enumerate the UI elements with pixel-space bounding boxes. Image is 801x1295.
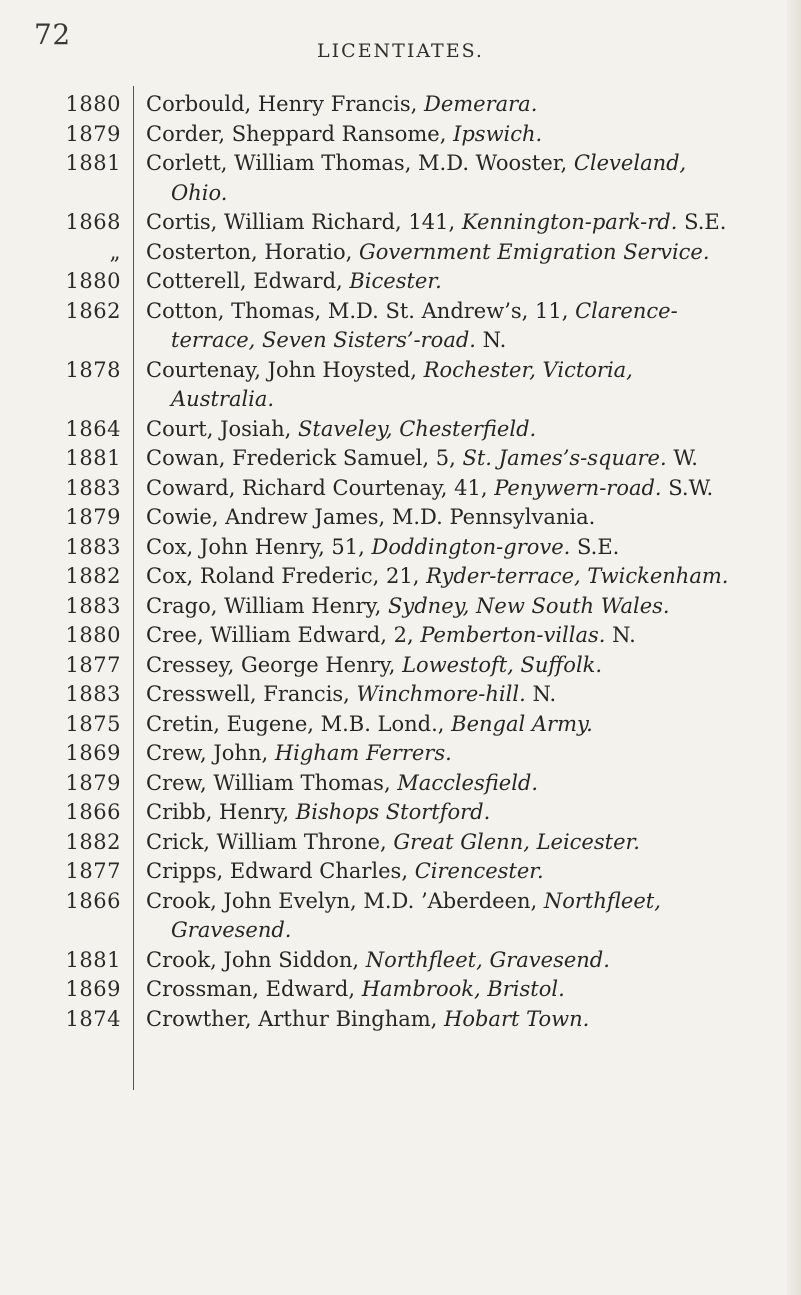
entry-name-text: Cripps, Edward Charles, — [146, 859, 415, 883]
entry-address-italic: Sydney, New South Wales. — [387, 593, 670, 618]
entry-name-text: S.E. — [570, 534, 620, 559]
entry-year: 1880 — [65, 623, 121, 647]
entry-row — [0, 503, 801, 533]
entry-text — [146, 356, 776, 415]
entry-line — [146, 533, 776, 563]
entry-year: 1882 — [65, 564, 121, 588]
entry-address-italic: Lowestoft, Suffolk. — [402, 652, 603, 677]
entry-address-italic: Hobart Town. — [444, 1006, 590, 1031]
entry-row — [0, 297, 801, 356]
entry-line — [146, 739, 776, 769]
entry-text — [146, 120, 776, 150]
entry-row — [0, 120, 801, 150]
entry-row — [0, 444, 801, 474]
entry-address-italic: Kennington-park-rd. — [461, 210, 678, 234]
entry-row — [0, 1005, 801, 1035]
entry-name-text: Crew, John, — [146, 741, 275, 765]
entry-row — [0, 356, 801, 415]
entry-year: 1868 — [65, 210, 121, 234]
entry-year: 1877 — [65, 859, 121, 883]
entry-text — [146, 90, 776, 120]
entry-row — [0, 975, 801, 1005]
entry-year: 1879 — [65, 121, 121, 146]
entry-row — [0, 769, 801, 799]
entry-address-italic: Bengal Army. — [451, 711, 593, 736]
entry-name-text: Corbould, Henry Francis, — [146, 92, 424, 116]
entry-year: 1878 — [65, 357, 121, 382]
entry-row — [0, 710, 801, 740]
entry-name-text: Crew, William Thomas, — [146, 770, 398, 795]
entry-line — [146, 562, 776, 592]
entry-name-text: Cretin, Eugene, M.B. Lond., — [146, 711, 452, 736]
entry-row — [0, 415, 801, 445]
entry-address-italic: St. James’s-square. — [462, 446, 667, 470]
entry-name-text: Crook, John Siddon, — [146, 947, 366, 972]
entry-text — [146, 238, 776, 268]
entry-row — [0, 562, 801, 592]
entry-year: 1883 — [65, 534, 121, 559]
entry-line — [146, 356, 776, 386]
entry-text — [146, 828, 776, 858]
entry-address-italic: Ipswich. — [453, 121, 543, 146]
entries-list — [0, 90, 801, 1034]
entry-text — [146, 621, 776, 651]
entry-line — [146, 710, 776, 740]
entry-text — [146, 651, 776, 681]
entry-text — [146, 857, 776, 887]
entry-name-text: Cribb, Henry, — [146, 800, 296, 824]
entry-continuation-line — [146, 916, 776, 946]
entry-address-italic: Cleveland, — [573, 151, 687, 175]
entry-name-text: Cotton, Thomas, M.D. St. Andrew’s, 11, — [146, 298, 576, 323]
entry-text — [146, 415, 776, 445]
entry-text — [146, 533, 776, 563]
entry-row — [0, 680, 801, 710]
entry-year: 1869 — [65, 741, 121, 765]
entry-text — [146, 887, 776, 946]
entry-address-italic: Penywern-road. — [494, 475, 662, 500]
entry-row — [0, 946, 801, 976]
entry-name-text: Cotterell, Edward, — [146, 269, 350, 293]
entry-text — [146, 739, 776, 769]
entry-row — [0, 857, 801, 887]
entry-row — [0, 474, 801, 504]
entry-row — [0, 238, 801, 268]
entry-name-text: Coward, Richard Courtenay, 41, — [146, 475, 495, 500]
entry-text — [146, 946, 776, 976]
entry-year: 1881 — [65, 151, 121, 175]
entry-address-italic: Hambrook, Bristol. — [361, 977, 565, 1001]
entry-year: 1874 — [65, 1006, 121, 1031]
entry-text — [146, 592, 776, 622]
entry-address-italic: Bishops Stortford. — [295, 800, 491, 824]
entry-name-text: Crook, John Evelyn, M.D. ’Aberdeen, — [146, 888, 544, 913]
entry-year: 1882 — [65, 829, 121, 854]
entry-row — [0, 651, 801, 681]
entry-address-italic: Ohio. — [171, 180, 228, 205]
entry-address-italic: Higham Ferrers. — [274, 741, 452, 765]
entry-address-italic: Rochester, Victoria, — [423, 357, 633, 382]
entry-row — [0, 828, 801, 858]
entry-address-italic: Cirencester. — [414, 859, 544, 883]
entry-row — [0, 149, 801, 208]
entry-line — [146, 208, 776, 238]
running-head: LICENTIATES. — [317, 40, 484, 62]
entry-year: „ — [109, 239, 121, 264]
entry-line — [146, 887, 776, 917]
entry-year: 1862 — [65, 298, 121, 323]
entry-row — [0, 208, 801, 238]
entry-line — [146, 1005, 776, 1035]
entry-row — [0, 533, 801, 563]
entry-name-text: N. — [525, 682, 557, 706]
entry-line — [146, 769, 776, 799]
entry-row — [0, 887, 801, 946]
entry-name-text: Cree, William Edward, 2, — [146, 623, 421, 647]
entry-year: 1864 — [65, 416, 121, 441]
entry-address-italic: Gravesend. — [171, 918, 292, 942]
entry-name-text: Courtenay, John Hoysted, — [146, 357, 424, 382]
entry-year: 1869 — [65, 977, 121, 1001]
entry-address-italic: Australia. — [171, 387, 275, 411]
entry-year: 1879 — [65, 505, 121, 529]
entry-line — [146, 503, 776, 533]
entry-name-text: Cressey, George Henry, — [146, 652, 403, 677]
entry-address-italic: Macclesfield. — [397, 770, 539, 795]
entry-line — [146, 297, 776, 327]
entry-row — [0, 592, 801, 622]
entry-name-text: Crago, William Henry, — [146, 593, 388, 618]
entry-line — [146, 651, 776, 681]
entry-name-text: Costerton, Horatio, — [146, 239, 360, 264]
entry-address-italic: Great Glenn, Leicester. — [393, 829, 640, 854]
entry-address-italic: Northfleet, — [543, 888, 661, 913]
entry-year: 1881 — [65, 947, 121, 972]
entry-line — [146, 621, 776, 651]
entry-name-text: Cresswell, Francis, — [146, 682, 357, 706]
entry-year: 1880 — [65, 269, 121, 293]
entry-address-italic: Bicester. — [349, 269, 442, 293]
entry-name-text: Cox, Roland Frederic, 21, — [146, 564, 427, 588]
entry-text — [146, 208, 776, 238]
entry-year: 1879 — [65, 770, 121, 795]
page-number: 72 — [34, 18, 71, 51]
entry-year: 1866 — [65, 800, 121, 824]
entry-name-text: Cowie, Andrew James, M.D. Pennsylvania. — [146, 505, 596, 529]
entry-address-italic: Staveley, Chesterfield. — [298, 416, 537, 441]
entry-year: 1877 — [65, 652, 121, 677]
entry-text — [146, 267, 776, 297]
entry-name-text: Corlett, William Thomas, M.D. Wooster, — [146, 151, 574, 175]
entry-name-text: W. — [666, 446, 698, 470]
entry-text — [146, 680, 776, 710]
entry-address-italic: Doddington-grove. — [371, 534, 571, 559]
entry-address-italic: Government Emigration Service. — [359, 239, 710, 264]
entry-address-italic: Northfleet, Gravesend. — [365, 947, 610, 972]
entry-address-italic: Winchmore-hill. — [356, 682, 526, 706]
entry-address-italic: Demerara. — [423, 92, 538, 116]
entry-address-italic: Ryder-terrace, Twickenham. — [426, 564, 729, 588]
entry-text — [146, 769, 776, 799]
entry-name-text: Cortis, William Richard, 141, — [146, 210, 462, 234]
entry-name-text: Court, Josiah, — [146, 416, 299, 441]
entry-row — [0, 621, 801, 651]
entry-address-italic: Clarence- — [575, 298, 678, 323]
entry-line — [146, 474, 776, 504]
entry-line — [146, 90, 776, 120]
entry-address-italic: Pemberton-villas. — [420, 623, 606, 647]
entry-line — [146, 946, 776, 976]
entry-line — [146, 680, 776, 710]
entry-line — [146, 798, 776, 828]
entry-year: 1883 — [65, 475, 121, 500]
entry-line — [146, 267, 776, 297]
entry-row — [0, 798, 801, 828]
entry-text — [146, 1005, 776, 1035]
entry-text — [146, 297, 776, 356]
entry-year: 1881 — [65, 446, 121, 470]
entry-name-text: Cowan, Frederick Samuel, 5, — [146, 446, 463, 470]
entry-line — [146, 238, 776, 268]
entry-line — [146, 828, 776, 858]
entry-row — [0, 90, 801, 120]
entry-text — [146, 710, 776, 740]
entry-year: 1875 — [65, 711, 121, 736]
entry-line — [146, 149, 776, 179]
entry-row — [0, 267, 801, 297]
entry-name-text: Crick, William Throne, — [146, 829, 394, 854]
entry-line — [146, 444, 776, 474]
entry-continuation-line — [146, 385, 776, 415]
entry-name-text: Cox, John Henry, 51, — [146, 534, 372, 559]
entry-text — [146, 798, 776, 828]
entry-year: 1883 — [65, 682, 121, 706]
entry-text — [146, 444, 776, 474]
entry-line — [146, 415, 776, 445]
entry-row — [0, 739, 801, 769]
entry-name-text: N. — [605, 623, 636, 647]
entry-text — [146, 975, 776, 1005]
entry-name-text: N. — [475, 328, 507, 352]
entry-continuation-line — [146, 179, 776, 209]
entry-continuation-line — [146, 326, 776, 356]
entry-line — [146, 857, 776, 887]
entry-address-italic: terrace, Seven Sisters’-road. — [171, 328, 476, 352]
entry-line — [146, 975, 776, 1005]
entry-year: 1880 — [65, 92, 121, 116]
entry-name-text: S.E. — [677, 210, 727, 234]
entry-name-text: Corder, Sheppard Ransome, — [146, 121, 454, 146]
entry-name-text: S.W. — [661, 475, 714, 500]
entry-line — [146, 592, 776, 622]
entry-text — [146, 503, 776, 533]
entry-year: 1883 — [65, 593, 121, 618]
entry-year: 1866 — [65, 888, 121, 913]
entry-name-text: Crowther, Arthur Bingham, — [146, 1006, 445, 1031]
entry-text — [146, 562, 776, 592]
entry-name-text: Crossman, Edward, — [146, 977, 362, 1001]
entry-line — [146, 120, 776, 150]
entry-text — [146, 474, 776, 504]
entry-text — [146, 149, 776, 208]
